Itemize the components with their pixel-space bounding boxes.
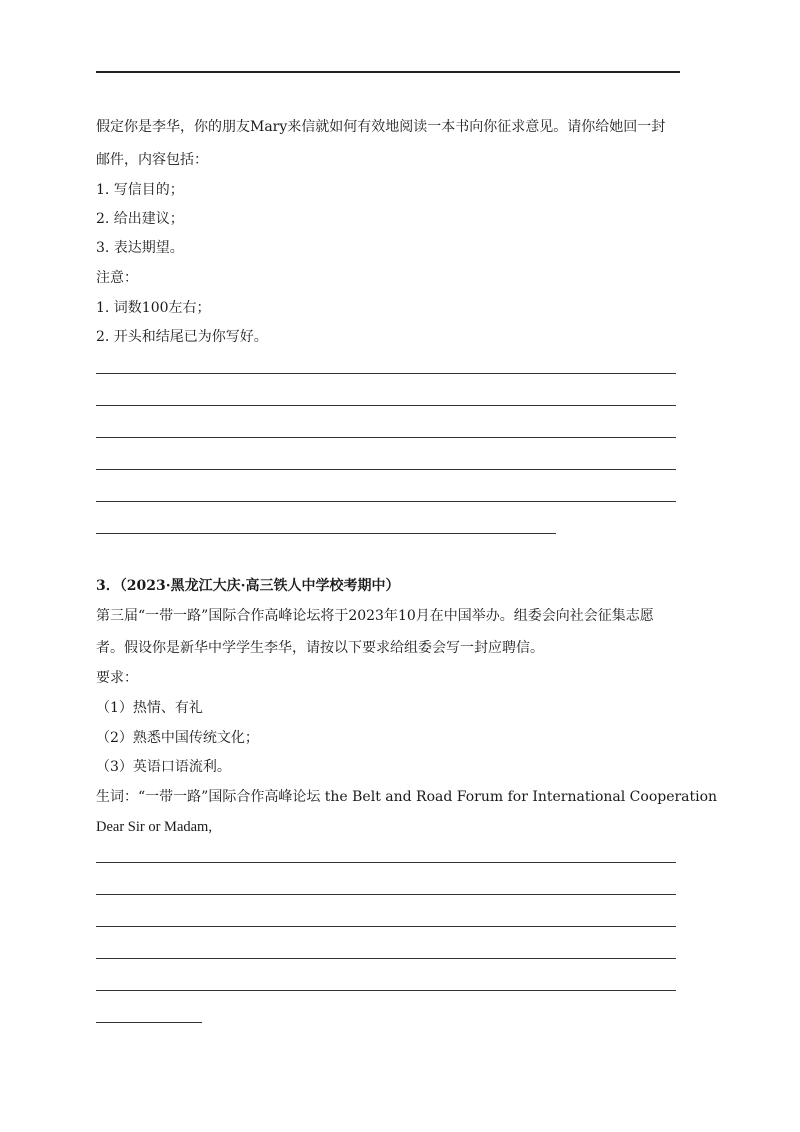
answer-line-short[interactable]: [96, 533, 556, 534]
q2-note-1: 1. 词数100左右；: [96, 300, 211, 316]
q2-item-1: 1. 写信目的；: [96, 182, 184, 198]
q3-salutation: Dear Sir or Madam,: [96, 819, 212, 835]
q3-req-1: （1）热情、有礼: [96, 700, 203, 716]
q3-req-label: 要求：: [96, 670, 138, 686]
header-rule: [96, 71, 680, 73]
answer-line[interactable]: [96, 501, 676, 502]
q2-prompt-line1: 假定你是李华，你的朋友Mary来信就如何有效地阅读一本书向你征求意见。请你给她回一封: [96, 119, 666, 135]
q3-req-2: （2）熟悉中国传统文化；: [96, 730, 259, 746]
q2-note-2: 2. 开头和结尾已为你写好。: [96, 329, 268, 345]
answer-line[interactable]: [96, 926, 676, 927]
answer-line[interactable]: [96, 894, 676, 895]
answer-line[interactable]: [96, 373, 676, 374]
answer-line[interactable]: [96, 990, 676, 991]
answer-line[interactable]: [96, 469, 676, 470]
answer-line[interactable]: [96, 405, 676, 406]
q3-heading: 3．（2023·黑龙江大庆·高三铁人中学校考期中）: [96, 578, 400, 594]
q3-prompt-line1: 第三届“一带一路”国际合作高峰论坛将于2023年10月在中国举办。组委会向社会征集志愿: [96, 608, 654, 624]
answer-line[interactable]: [96, 437, 676, 438]
q3-prompt-line2: 者。假设你是新华中学学生李华，请按以下要求给组委会写一封应聘信。: [96, 640, 544, 656]
q2-prompt-line2: 邮件，内容包括：: [96, 152, 208, 168]
answer-line-short[interactable]: [96, 1022, 202, 1023]
q2-item-2: 2. 给出建议；: [96, 211, 184, 227]
answer-line[interactable]: [96, 958, 676, 959]
answer-line[interactable]: [96, 862, 676, 863]
q3-vocab: 生词：“一带一路”国际合作高峰论坛 the Belt and Road Forum for International Cooperation: [96, 789, 718, 805]
q3-req-3: （3）英语口语流利。: [96, 759, 231, 775]
q2-note-label: 注意：: [96, 270, 138, 286]
q2-item-3: 3. 表达期望。: [96, 240, 184, 256]
